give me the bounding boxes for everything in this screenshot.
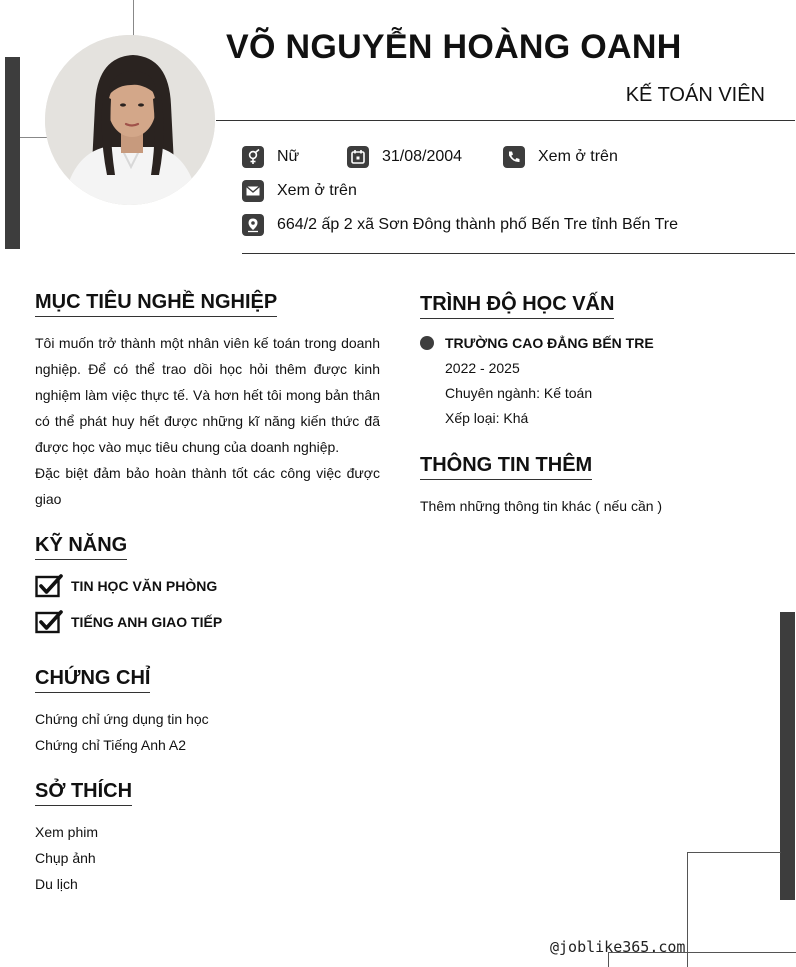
education-period: 2022 - 2025 — [445, 360, 520, 376]
extra-info-text: Thêm những thông tin khác ( nếu cần ) — [420, 498, 663, 514]
top-divider-line — [133, 0, 134, 36]
bullet-dot-icon — [420, 336, 434, 350]
gender-value: Nữ — [277, 148, 300, 165]
objective-paragraph: Tôi muốn trở thành một nhân viên kế toán trong doanh nghiệp. Để có thể trao dồi học hỏi thêm được kinh nghiệm làm việc thực tế. Và hơn hết tôi mong bản thân có thể phát huy hết được những kĩ năng kiến thức đã được học vào mục tiêu chung của doanh nghiệp. — [35, 335, 380, 455]
calendar-icon — [347, 146, 369, 168]
phone-icon — [503, 146, 525, 168]
hobbies-title: SỞ THÍCH — [35, 780, 132, 806]
address-value: 664/2 ấp 2 xã Sơn Đông thành phố Bến Tre tỉnh Bến Tre — [277, 216, 678, 233]
job-title: KẾ TOÁN VIÊN — [625, 84, 765, 106]
education-rank: Xếp loại: Khá — [445, 410, 529, 426]
info-address — [242, 214, 678, 236]
watermark: @joblike365.com — [550, 938, 686, 956]
objective-text — [35, 330, 380, 512]
email-value: Xem ở trên — [277, 182, 357, 199]
info-email — [242, 180, 357, 202]
phone-value: Xem ở trên — [538, 148, 618, 165]
certificates-list — [35, 706, 209, 758]
education-entry — [420, 330, 654, 431]
info-phone — [503, 146, 618, 168]
certificate-item: Chứng chỉ Tiếng Anh A2 — [35, 737, 187, 753]
hobby-item: Du lịch — [35, 876, 78, 892]
school-row — [420, 330, 654, 356]
skill-item — [35, 574, 217, 598]
header-divider — [216, 120, 795, 121]
email-icon — [242, 180, 264, 202]
certificates-title: CHỨNG CHỈ — [35, 667, 150, 693]
photo-divider-line — [20, 137, 48, 138]
checkbox-checked-icon — [35, 574, 63, 598]
certificate-item: Chứng chỉ ứng dụng tin học — [35, 711, 209, 727]
info-gender — [242, 146, 299, 168]
profile-photo — [45, 35, 215, 205]
gender-icon — [242, 146, 264, 168]
hobbies-list — [35, 819, 98, 897]
school-name: TRƯỜNG CAO ĐẲNG BẾN TRE — [445, 335, 654, 351]
corner-frame — [687, 852, 781, 967]
hobby-item: Chụp ảnh — [35, 850, 96, 866]
extra-info-title: THÔNG TIN THÊM — [420, 454, 592, 480]
left-accent-bar — [5, 57, 20, 249]
info-divider — [242, 253, 795, 254]
candidate-name: VÕ NGUYỄN HOÀNG OANH — [226, 28, 682, 66]
skill-label: TIẾNG ANH GIAO TIẾP — [71, 614, 223, 630]
hobby-item: Xem phim — [35, 824, 99, 840]
skill-label: TIN HỌC VĂN PHÒNG — [71, 578, 218, 594]
right-accent-bar — [780, 612, 795, 900]
checkbox-checked-icon — [35, 610, 63, 634]
skill-item — [35, 610, 222, 634]
birthdate-value: 31/08/2004 — [382, 148, 463, 165]
skills-title: KỸ NĂNG — [35, 534, 127, 560]
location-icon — [242, 214, 264, 236]
education-title: TRÌNH ĐỘ HỌC VẤN — [420, 293, 614, 319]
education-major: Chuyên ngành: Kế toán — [445, 385, 593, 401]
objective-paragraph: Đặc biệt đảm bảo hoàn thành tốt các công việc được giao — [35, 465, 380, 507]
info-birthdate — [347, 146, 462, 168]
objective-title: MỤC TIÊU NGHỀ NGHIỆP — [35, 291, 277, 317]
